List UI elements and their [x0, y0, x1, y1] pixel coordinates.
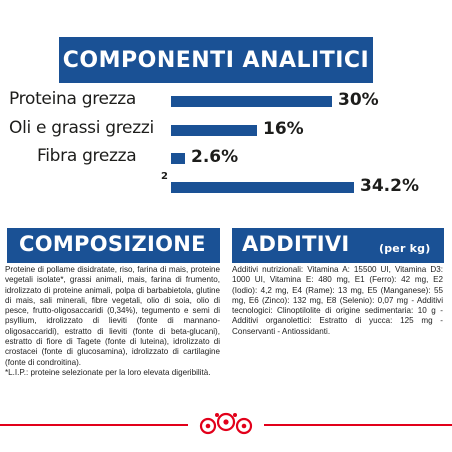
nutrient-value: 30%: [338, 90, 379, 110]
nutrient-bar: [171, 96, 332, 107]
nutrient-value: 16%: [263, 119, 304, 139]
nutrient-label: Fibra grezza: [37, 146, 137, 166]
additives-unit: (per kg): [379, 242, 431, 255]
nutrient-label: Oli e grassi grezzi: [9, 118, 154, 138]
additives-text: Additivi nutrizionali: Vitamina A: 15500 UI, Vitamina D3: 1000 UI, Vitamina E: 480 mg, E1 (Ferro): 42 mg, E2 (Iodio): 4,2 mg, E4 (Rame): 13 mg, E5 (Manganese): 55 mg, E6 (Zinco): 132 mg, E8 (Selenio): 0,07 mg - Additivi tecnologici: Clinoptilolite di origine sedimentaria: 10 g - Additivi organolettici: Estratto di yucca: 125 mg - Conservanti - Antiossidanti.: [232, 265, 443, 336]
composition-note: *L.I.P.: proteine selezionate per la loro elevata digeribilità.: [5, 367, 211, 377]
nutrient-value: 2.6%: [191, 147, 239, 167]
nutrient-bar: [171, 153, 185, 164]
composition-title: COMPOSIZIONE: [19, 232, 206, 256]
composition-header: [7, 228, 220, 263]
nutrient-value: 34.2%: [360, 176, 419, 196]
additives-header: [232, 228, 444, 263]
additives-panel: [229, 264, 447, 412]
composition-panel: [3, 264, 223, 412]
composition-text: Proteine di pollame disidratate, riso, farina di mais, proteine vegetali isolate*, grassi animali, mais, farina di frumento, idrolizzato di proteine animali, polpa di barbabietola, glutine di mais, sali minerali, fibre vegetali, olio di soia, olio di pesce, frutto-oligosaccaridi (0,34%), tegumento e semi di psyllium, idrolizzato di lieviti (fonte di mannano-oligosaccaridi), estratto di lieviti (fonte di beta-glucani), estratto di fiore di Tagete (fonte di luteina), idrolizzato di crostacei (fonte di glucosamina), idrolizzato di cartilagine (fonte di condroitina).: [5, 265, 220, 367]
nutrient-label: 2: [161, 171, 168, 182]
nutrient-label: Proteina grezza: [9, 89, 137, 109]
additives-title: ADDITIVI: [242, 232, 350, 256]
nutrient-bar: [171, 125, 257, 136]
nutrient-bar: [171, 182, 354, 193]
royal-canin-crown-icon: [188, 408, 264, 440]
section-title-analytical: COMPONENTI ANALITICI: [59, 37, 373, 83]
